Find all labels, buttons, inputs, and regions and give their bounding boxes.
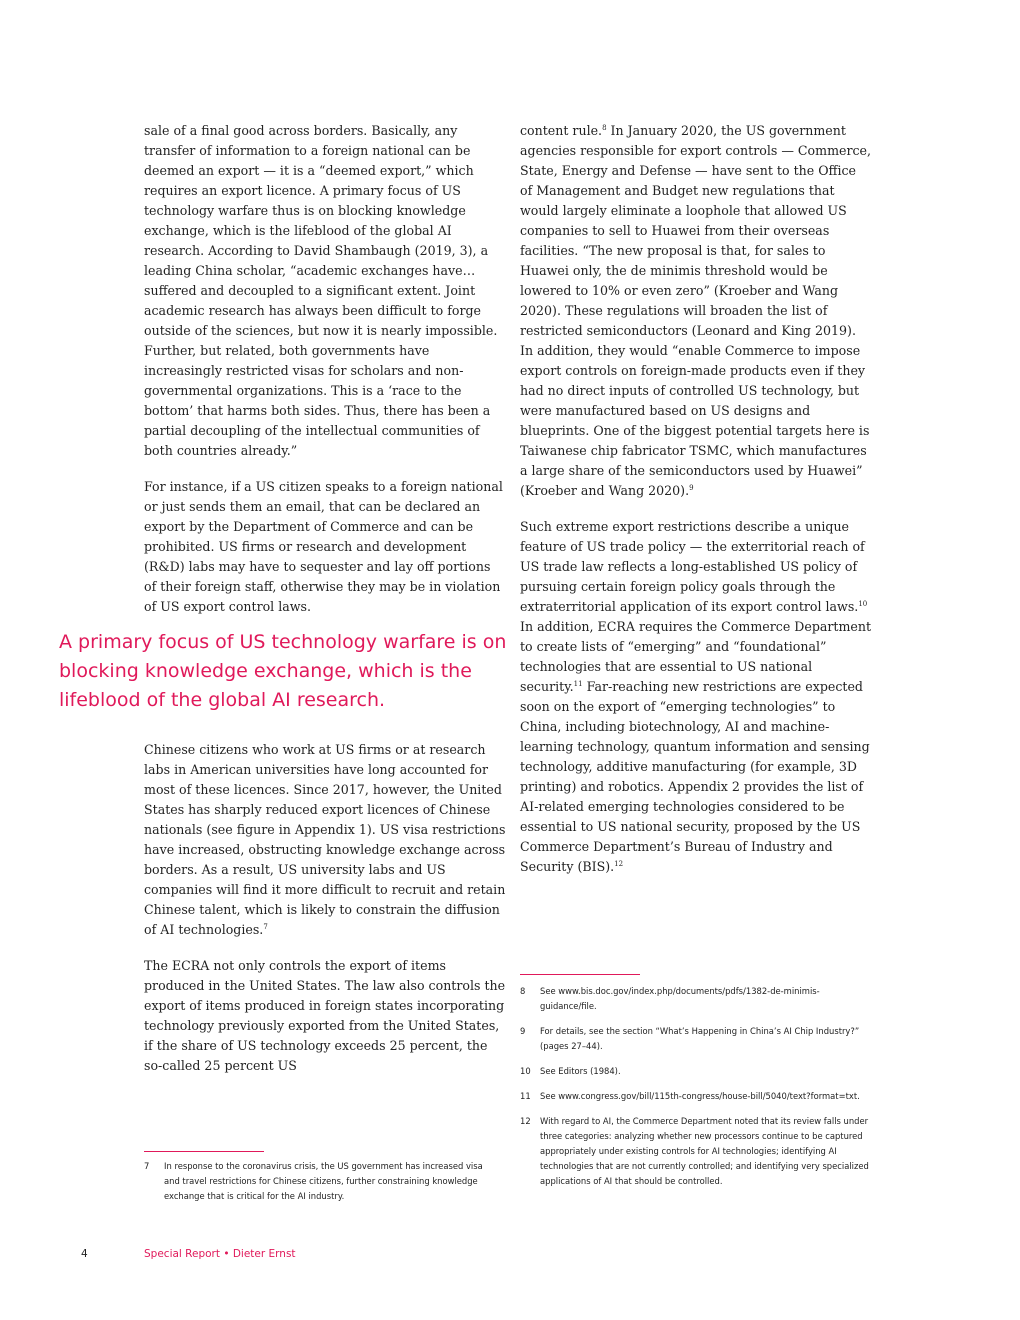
footnote-ref[interactable]: 8 [602,123,607,132]
paragraph-text: In addition, ECRA requires the Commerce Department to create lists of “emerging” and “foundational” technologies that are essential to US national security. [520,619,872,694]
paragraph [520,121,872,501]
footnote [520,1024,875,1054]
paragraph-text: Far-reaching new restrictions are expected soon on the export of “emerging technologies” to China, including biotechnology, AI and machine-learning technology, quantum information and sensing technology, additive manufacturing (for example, 3D printing) and robotics. Appendix 2 provides the list of AI-related emerging technologies considered to be essential to US national security, proposed by the US Commerce Department’s Bureau of Industry and Security (BIS). [520,679,870,874]
footnote-ref[interactable]: 11 [573,679,583,688]
paragraph: sale of a final good across borders. Basically, any transfer of information to a foreign national can be deemed an export — it is a “deemed export,” which requires an export licence. A primary focus of US technology warfare thus is on blocking knowledge exchange, which is the lifeblood of the global AI research. According to David Shambaugh (2019, 3), a leading China scholar, “academic exchanges have…suffered and decoupled to a significant extent. Joint academic research has always been difficult to forge outside of the sciences, but now it is nearly impossible. Further, but related, both governments have increasingly restricted visas for scholars and non-governmental organizations. This is a ‘race to the bottom’ that harms both sides. Thus, there has been a partial decoupling of the intellectual communities of both countries already.” [144,123,498,458]
footnote-number: 9 [520,1026,526,1036]
running-title: Special Report • Dieter Ernst [144,1248,296,1260]
footnote-text: See www.congress.gov/bill/115th-congress/house-bill/5040/text?format=txt. [540,1091,860,1101]
pull-quote: A primary focus of US technology warfare is on blocking knowledge exchange, which is the lifeblood of the global AI research. [59,631,507,711]
footnote [520,1089,875,1104]
footnote-number: 8 [520,986,526,996]
footnote-divider [520,974,640,975]
paragraph-text: Chinese citizens who work at US firms or at research labs in American universities have long accounted for most of these licences. Since 2017, however, the United States has sharply reduced export licences of Chinese nationals (see figure in Appendix 1). US visa restrictions have increased, obstructing knowledge exchange across borders. As a result, US university labs and US companies will find it more difficult to recruit and retain Chinese talent, which is likely to constrain the diffusion of AI technologies. [144,742,506,937]
footnote-ref[interactable]: 10 [858,599,868,608]
paragraph-text: Such extreme export restrictions describe a unique feature of US trade policy — the exterritorial reach of US trade law reflects a long-established US policy of pursuing certain foreign policy goals through the extraterritorial application of its export control laws. [520,519,865,614]
footnotes-right [520,984,875,1199]
footnote [144,1159,494,1204]
footnote [520,1114,875,1189]
footnote-text: In response to the coronavirus crisis, the US government has increased visa and travel restrictions for Chinese citizens, further constraining knowledge exchange that is critical for the AI industry. [164,1161,483,1201]
left-column-bottom [144,740,506,1092]
right-column [520,121,872,893]
paragraph [520,517,872,877]
footnote-text: With regard to AI, the Commerce Department noted that its review falls under three categories: analyzing whether new processors continue to be captured appropriately under existing controls for AI technologies; identifying AI technologies that are not currently controlled; and identifying very specialized applications of AI that should be controlled. [540,1116,869,1186]
footnote [520,1064,875,1079]
paragraph [144,740,506,940]
left-column-top [144,121,506,633]
paragraph-text: content rule. [520,123,603,138]
footnotes-left [144,1159,494,1214]
paragraph-text: In January 2020, the US government agencies responsible for export controls — Commerce, State, Energy and Defense — have sent to the Office of Management and Budget new regulations that would largely eliminate a loophole that allowed US companies to sell to Huawei from their overseas facilities. “The new proposal is that, for sales to Huawei only, the de minimis threshold would be lowered to 10% or even zero” (Kroeber and Wang 2020). These regulations will broaden the list of restricted semiconductors (Leonard and King 2019). In addition, they would “enable Commerce to impose export controls on foreign-made products even if they had no direct inputs of controlled US technology, but were manufactured based on US designs and blueprints. One of the biggest potential targets here is Taiwanese chip fabricator TSMC, which manufactures a large share of the semiconductors used by Huawei” (Kroeber and Wang 2020). [520,123,871,498]
footnote [520,984,875,1014]
footnote-number: 7 [144,1161,150,1171]
footnote-ref[interactable]: 9 [689,483,694,492]
page-number: 4 [81,1248,88,1260]
footnote-number: 11 [520,1091,531,1101]
footnote-number: 12 [520,1116,531,1126]
footnote-text: See www.bis.doc.gov/index.php/documents/pdfs/1382-de-minimis-guidance/file. [540,986,820,1011]
footnote-number: 10 [520,1066,531,1076]
footnote-text: For details, see the section “What’s Happening in China’s AI Chip Industry?” (pages 27–44). [540,1026,860,1051]
footnote-text: See Editors (1984). [540,1066,621,1076]
paragraph: For instance, if a US citizen speaks to a foreign national or just sends them an email, that can be declared an export by the Department of Commerce and can be prohibited. US firms or research and development (R&D) labs may have to sequester and lay off portions of their foreign staff, otherwise they may be in violation of US export control laws. [144,479,503,614]
paragraph: The ECRA not only controls the export of items produced in the United States. The law also controls the export of items produced in foreign states incorporating technology previously exported from the United States, if the share of US technology exceeds 25 percent, the so-called 25 percent US [144,958,506,1073]
footnote-divider [144,1151,264,1152]
footnote-ref[interactable]: 7 [263,922,268,931]
footnote-ref[interactable]: 12 [614,859,624,868]
